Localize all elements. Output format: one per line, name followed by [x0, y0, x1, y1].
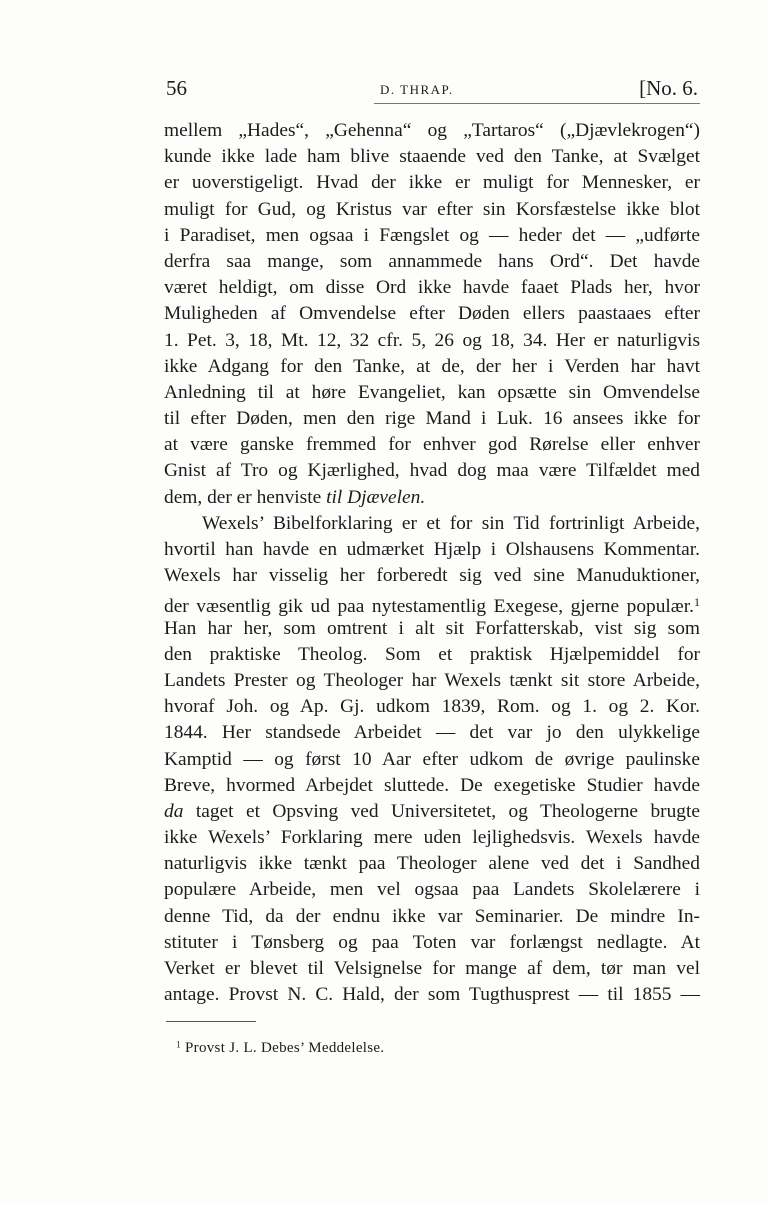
footnote-reference: 1	[693, 595, 700, 610]
text-line: mellem „Hades“, „Gehenna“ og „Tartaros“ („Djævlekrogen“)	[164, 120, 700, 141]
header-rule	[374, 103, 700, 104]
footnote-marker: 1	[176, 1040, 181, 1051]
italic-phrase: da	[164, 800, 184, 822]
body-text	[164, 118, 700, 1008]
footnote-text: Provst J. L. Debes’ Meddelelse.	[185, 1040, 385, 1056]
text-line: 1844. Her standsede Arbeidet — det var jo den ulykkelige	[164, 722, 700, 744]
text-line: Gnist af Tro og Kjærlighed, hvad dog maa være Tilfældet med	[164, 460, 700, 482]
text-line: Wexels har visselig her forberedt sig ved sine Manuduktioner,	[164, 565, 700, 587]
text-fragment: dem, der er henviste	[164, 486, 327, 508]
text-line: Han har her, som omtrent i alt sit Forfatterskab, vist sig som	[164, 617, 700, 639]
text-line: stituter i Tønsberg og paa Toten var forlængst nedlagte. At	[164, 931, 700, 953]
text-line: antage. Provst N. C. Hald, der som Tugthusprest — til 1855 —	[164, 984, 700, 1006]
text-line: til efter Døden, men den rige Mand i Luk. 16 ansees ikke for	[164, 408, 700, 430]
page-number: 56	[166, 76, 187, 100]
text-line: været heldigt, om disse Ord ikke havde faaet Plads her, hvor	[164, 277, 700, 299]
footnote-rule	[166, 1021, 256, 1022]
text-line: derfra saa mange, som annammede hans Ord“. Det havde	[164, 250, 700, 272]
text-fragment: taget et Opsving ved Universitetet, og Theologerne brugte	[183, 800, 700, 822]
running-head	[166, 76, 698, 104]
issue-number: [No. 6.	[639, 76, 698, 100]
text-line: Kamptid — og først 10 Aar efter udkom de øvrige paulinske	[164, 748, 700, 770]
running-head-author: D. THRAP.	[380, 82, 454, 97]
text-line: Verket er blevet til Velsignelse for mange af dem, tør man vel	[164, 958, 700, 979]
text-line	[164, 799, 700, 825]
text-line-paragraph-end	[164, 485, 700, 511]
text-line: denne Tid, da der endnu ikke var Seminarier. De mindre In-	[164, 905, 700, 927]
text-line: kunde ikke lade ham blive staaende ved den Tanke, at Svælget	[164, 146, 700, 168]
text-line: 1. Pet. 3, 18, Mt. 12, 32 cfr. 5, 26 og 18, 34. Her er naturligvis	[164, 329, 700, 351]
italic-phrase: til Djævelen.	[326, 486, 426, 508]
text-line	[164, 589, 700, 618]
text-fragment: der væsentlig gik ud paa nytestamentlig Exegese, gjerne populær.	[164, 596, 694, 618]
text-line: i Paradiset, men ogsaa i Fængslet og — heder det — „udførte	[164, 224, 700, 246]
text-line: ikke Wexels’ Forklaring mere uden lejlighedsvis. Wexels havde	[164, 827, 700, 849]
text-line: populære Arbeide, men vel ogsaa paa Landets Skolelærere i	[164, 879, 700, 901]
text-line: Breve, hvormed Arbejdet sluttede. De exegetiske Studier havde	[164, 774, 700, 796]
text-line: hvoraf Joh. og Ap. Gj. udkom 1839, Rom. og 1. og 2. Kor.	[164, 696, 700, 718]
text-line: Muligheden af Omvendelse efter Døden ellers paastaaes efter	[164, 303, 700, 325]
text-line: Anledning til at høre Evangeliet, kan opsætte sin Omvendelse	[164, 381, 700, 403]
text-line: naturligvis ikke tænkt paa Theologer alene ved det i Sandhed	[164, 853, 700, 875]
text-line: ikke Adgang for den Tanke, at de, der her i Verden har havt	[164, 355, 700, 377]
text-line: hvortil han havde en udmærket Hjælp i Olshausens Kommentar.	[164, 539, 700, 560]
text-line: er uoverstigeligt. Hvad der ikke er muligt for Mennesker, er	[164, 172, 700, 194]
text-line: Landets Prester og Theologer har Wexels tænkt sit store Arbeide,	[164, 669, 700, 691]
text-line: at være ganske fremmed for enhver god Rørelse eller enhver	[164, 434, 700, 456]
text-line: den praktiske Theolog. Som et praktisk Hjælpemiddel for	[164, 643, 700, 665]
text-line-paragraph-start: Wexels’ Bibelforklaring er et for sin Tid fortrinligt Arbeide,	[202, 512, 700, 534]
footnote	[176, 1040, 384, 1057]
text-line: muligt for Gud, og Kristus var efter sin Korsfæstelse ikke blot	[164, 198, 700, 220]
